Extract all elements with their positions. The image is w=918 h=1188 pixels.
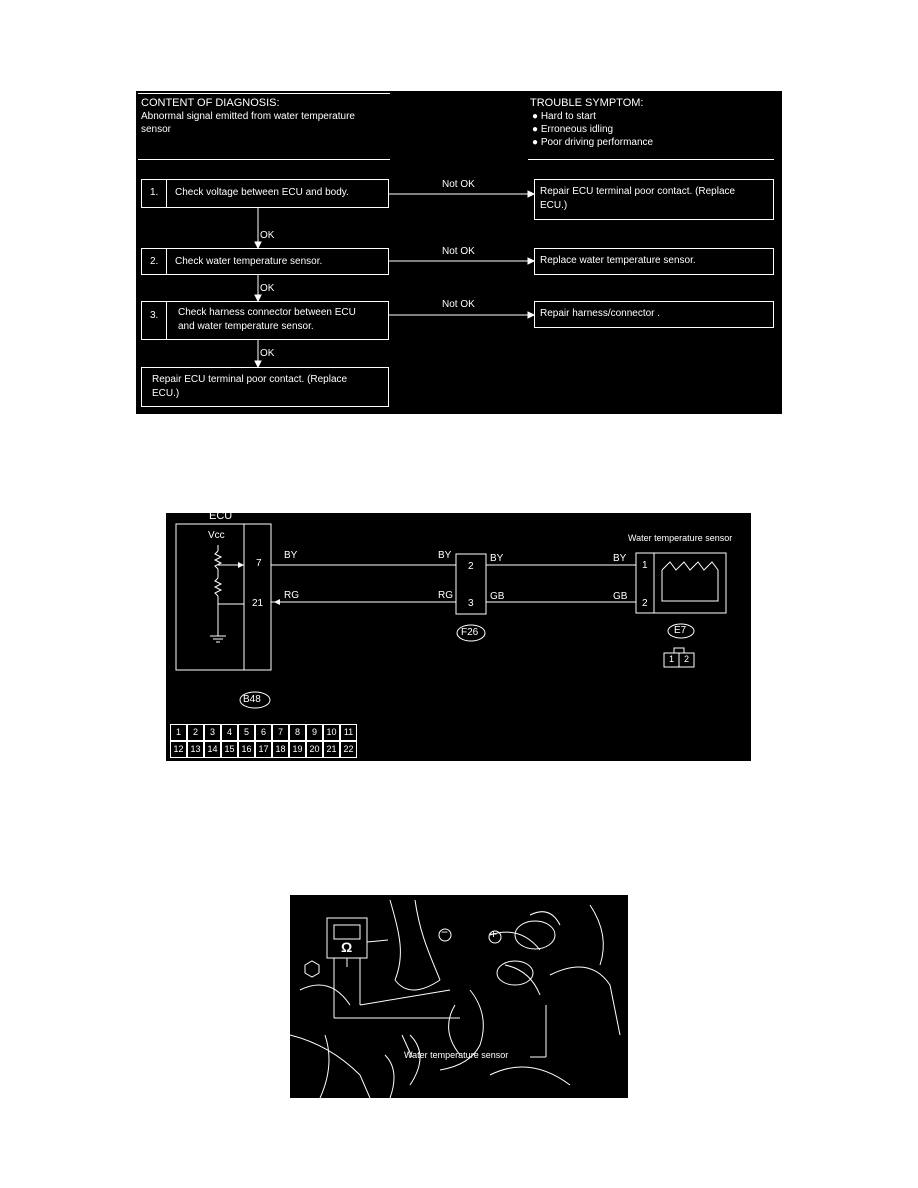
ecu-label: ECU xyxy=(209,510,233,522)
wire-color-rg: RG xyxy=(438,590,453,601)
b48-pin-cell: 4 xyxy=(221,724,238,741)
f26-pin-3: 3 xyxy=(468,598,474,609)
symptom-item: ● Poor driving performance xyxy=(532,137,654,148)
minus-terminal-symbol: − xyxy=(441,925,449,939)
b48-pin-cell: 11 xyxy=(340,724,357,741)
e7-label: E7 xyxy=(674,625,687,636)
e7-pin: 2 xyxy=(684,654,690,664)
wire-color-by: BY xyxy=(438,550,452,561)
ecu-pin-7: 7 xyxy=(256,558,262,569)
b48-pin-cell: 12 xyxy=(170,741,187,758)
result-text: Replace water temperature sensor. xyxy=(540,255,696,266)
engine-drawing xyxy=(290,895,628,1098)
wire-color-by: BY xyxy=(284,550,298,561)
result-text: Repair harness/connector . xyxy=(540,308,661,319)
b48-pin-cell: 13 xyxy=(187,741,204,758)
content-of-diagnosis-title: CONTENT OF DIAGNOSIS: xyxy=(141,97,280,109)
b48-pin-cell: 9 xyxy=(306,724,323,741)
b48-pin-cell: 22 xyxy=(340,741,357,758)
water-temperature-sensor-label: Water temperature sensor xyxy=(628,533,733,543)
b48-pin-cell: 2 xyxy=(187,724,204,741)
ok-label: OK xyxy=(260,283,275,294)
final-action-text: Repair ECU terminal poor contact. (Replace xyxy=(152,374,348,385)
step-text: Check water temperature sensor. xyxy=(175,256,323,267)
content-description-line2: sensor xyxy=(141,124,172,135)
wire-color-rg: RG xyxy=(284,590,299,601)
b48-pin-cell: 7 xyxy=(272,724,289,741)
step-number: 2. xyxy=(150,256,159,267)
step-number: 3. xyxy=(150,310,159,321)
symptom-item: ● Erroneous idling xyxy=(532,124,614,135)
ecu-box xyxy=(176,524,271,670)
e7-pin: 1 xyxy=(669,654,675,664)
result-text: ECU.) xyxy=(540,200,568,211)
wire-color-by: BY xyxy=(613,553,627,564)
not-ok-label: Not OK xyxy=(442,246,475,257)
b48-pin-cell: 17 xyxy=(255,741,272,758)
b48-pin-cell: 6 xyxy=(255,724,272,741)
b48-connector-grid xyxy=(170,724,360,758)
b48-pin-cell: 15 xyxy=(221,741,238,758)
b48-pin-cell: 20 xyxy=(306,741,323,758)
b48-pin-cell: 5 xyxy=(238,724,255,741)
wire-color-gb: GB xyxy=(613,591,628,602)
diagnosis-flowchart xyxy=(136,91,782,414)
trouble-symptom-title: TROUBLE SYMPTOM: xyxy=(530,97,644,109)
b48-pin-cell: 16 xyxy=(238,741,255,758)
water-temperature-sensor-callout: Water temperature sensor xyxy=(404,1050,509,1060)
ohm-symbol: Ω xyxy=(341,939,353,955)
b48-pin-cell: 14 xyxy=(204,741,221,758)
step-text: Check voltage between ECU and body. xyxy=(175,187,349,198)
sensor-pin-1: 1 xyxy=(642,560,648,571)
not-ok-label: Not OK xyxy=(442,179,475,190)
b48-pin-cell: 21 xyxy=(323,741,340,758)
step-number: 1. xyxy=(150,187,159,198)
b48-pin-cell: 1 xyxy=(170,724,187,741)
b48-pin-cell: 10 xyxy=(323,724,340,741)
step-text: Check harness connector between ECU xyxy=(178,307,356,318)
ok-label: OK xyxy=(260,230,275,241)
engine-illustration xyxy=(290,895,628,1098)
symptom-item: ● Hard to start xyxy=(532,111,596,122)
content-description-line1: Abnormal signal emitted from water temperature xyxy=(141,111,355,122)
f26-pin-2: 2 xyxy=(468,561,474,572)
vcc-label: Vcc xyxy=(208,530,225,541)
b48-label: B48 xyxy=(243,694,261,705)
b48-pin-cell: 3 xyxy=(204,724,221,741)
wiring-diagram xyxy=(166,510,751,761)
sensor-pin-2: 2 xyxy=(642,598,648,609)
b48-pin-cell: 8 xyxy=(289,724,306,741)
final-action-text: ECU.) xyxy=(152,388,180,399)
wire-color-gb: GB xyxy=(490,591,505,602)
plus-terminal-symbol: + xyxy=(490,927,498,941)
wire-color-by: BY xyxy=(490,553,504,564)
ecu-pin-21: 21 xyxy=(252,598,264,609)
f26-label: F26 xyxy=(461,627,479,638)
step-text: and water temperature sensor. xyxy=(178,321,314,332)
b48-pin-cell: 18 xyxy=(272,741,289,758)
ok-label: OK xyxy=(260,348,275,359)
b48-pin-cell: 19 xyxy=(289,741,306,758)
water-temperature-sensor-box xyxy=(654,553,726,613)
result-text: Repair ECU terminal poor contact. (Replace xyxy=(540,186,736,197)
not-ok-label: Not OK xyxy=(442,299,475,310)
